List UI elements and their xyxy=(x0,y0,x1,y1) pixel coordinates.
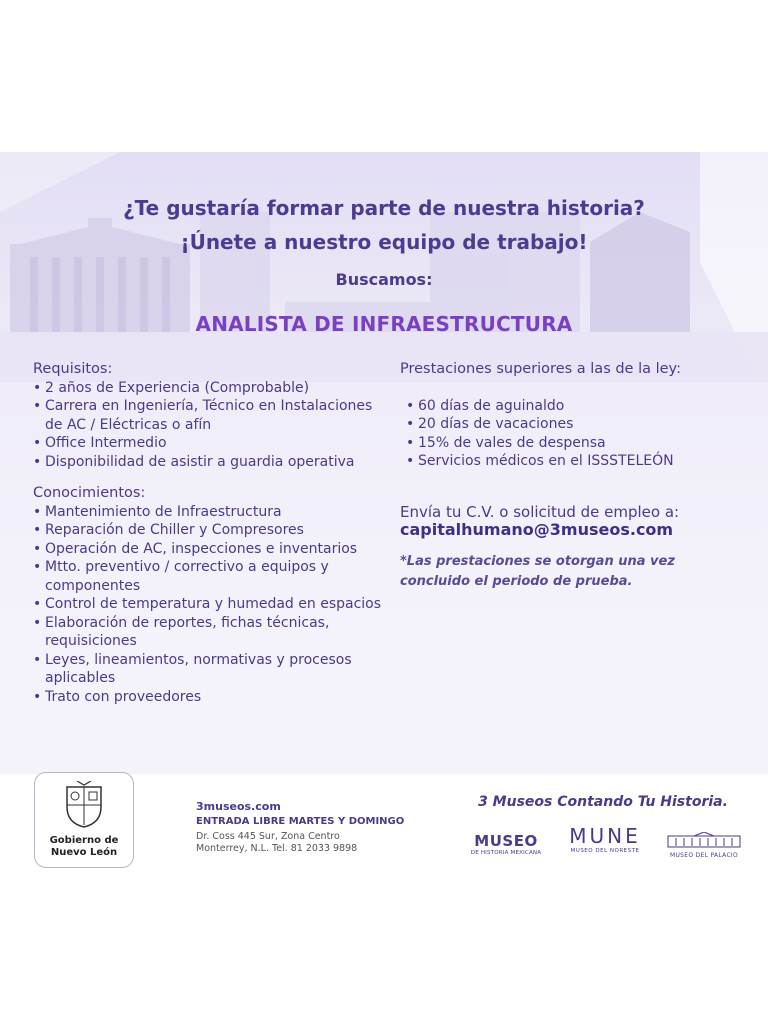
benefits-note: *Las prestaciones se otorgan una vez concluido el periodo de prueba. xyxy=(400,553,675,589)
list-item: • 15% de vales de despensa xyxy=(406,434,720,453)
footer xyxy=(0,774,768,872)
tagline: 3 Museos Contando Tu Historia. xyxy=(478,794,728,810)
footer-info xyxy=(196,800,436,855)
list-item: • 20 días de vacaciones xyxy=(406,415,720,434)
list-item: • Servicios médicos en el ISSSTELEÓN xyxy=(406,452,720,471)
headline-join: ¡Únete a nuestro equipo de trabajo! xyxy=(180,230,588,254)
position-title: ANALISTA DE INFRAESTRUCTURA xyxy=(195,312,573,336)
gobierno-label: Gobierno de Nuevo León xyxy=(49,835,119,858)
list-item: • Office Intermedio xyxy=(33,434,383,453)
list-item: • 60 días de aguinaldo xyxy=(406,397,720,416)
entrada-libre-text: ENTRADA LIBRE MARTES Y DOMINGO xyxy=(196,816,405,827)
list-item: • Elaboración de reportes, fichas técnicas, requisiciones xyxy=(33,614,383,651)
address-line-2: Monterrey, N.L. Tel. 81 2033 9898 xyxy=(196,843,358,854)
museo-historia-logo xyxy=(466,832,546,856)
list-item: • Control de temperatura y humedad en espacios xyxy=(33,595,383,614)
palacio-logo-sub: MUSEO DEL PALACIO xyxy=(669,852,739,859)
buscamos-label: Buscamos: xyxy=(335,270,433,289)
address xyxy=(196,831,436,855)
list-item: • Mantenimiento de Infraestructura xyxy=(33,503,383,522)
left-column xyxy=(33,360,383,706)
mune-logo xyxy=(566,824,644,854)
requisitos-title: Requisitos: xyxy=(33,361,113,377)
list-item: • Operación de AC, inspecciones e inventarios xyxy=(33,540,383,559)
send-cv-text: Envía tu C.V. o solicitud de empleo a: xyxy=(400,502,680,521)
museo-palacio-logo xyxy=(664,832,744,859)
mune-logo-sub: MUSEO DEL NORESTE xyxy=(570,848,640,854)
prestaciones-list xyxy=(400,397,720,471)
museo-logo-text: MUSEO xyxy=(474,832,538,850)
contact-email-link[interactable]: capitalhumano@3museos.com xyxy=(400,520,674,539)
list-item: • Leyes, lineamientos, normativas y procesos aplicables xyxy=(33,651,383,688)
conocimientos-list xyxy=(33,503,383,707)
requisitos-list xyxy=(33,379,383,472)
website-link[interactable]: 3museos.com xyxy=(196,800,281,813)
headline-question: ¿Te gustaría formar parte de nuestra historia? xyxy=(123,196,645,220)
job-flyer xyxy=(0,152,768,872)
list-item: • Carrera en Ingeniería, Técnico en Instalaciones de AC / Eléctricas o afín xyxy=(33,397,383,434)
list-item: • Reparación de Chiller y Compresores xyxy=(33,521,383,540)
list-item: • 2 años de Experiencia (Comprobable) xyxy=(33,379,383,398)
mune-logo-text: MUNE xyxy=(569,824,641,848)
museo-logo-sub: DE HISTORIA MEXICANA xyxy=(470,850,542,856)
prestaciones-title: Prestaciones superiores a las de la ley: xyxy=(400,361,681,377)
list-item: • Mtto. preventivo / correctivo a equipos y componentes xyxy=(33,558,383,595)
coat-of-arms-icon xyxy=(63,781,105,829)
conocimientos-title: Conocimientos: xyxy=(33,485,146,501)
palace-icon xyxy=(664,832,744,848)
right-column xyxy=(400,360,720,592)
list-item: • Trato con proveedores xyxy=(33,688,383,707)
gobierno-logo xyxy=(34,772,134,868)
address-line-1: Dr. Coss 445 Sur, Zona Centro xyxy=(196,831,340,842)
museum-buildings-background xyxy=(0,152,768,382)
list-item: • Disponibilidad de asistir a guardia operativa xyxy=(33,453,383,472)
